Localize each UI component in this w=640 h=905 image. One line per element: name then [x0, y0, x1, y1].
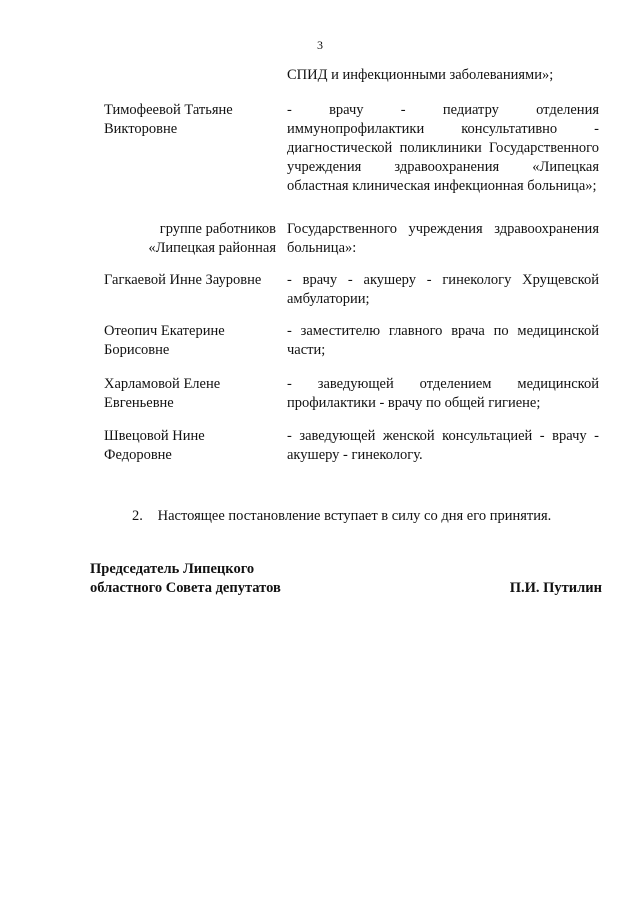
- recipient-position: - заместителю главного врача по медицинской части;: [287, 323, 599, 358]
- recipient-name: Гагкаевой Инне Зауровне: [104, 272, 262, 288]
- recipient-position: - врачу - педиатру отделения иммунопрофилактики консультативно - диагностической поликлиники Государственного учреждения здравоохранения «Липецкая областная клиническая инфекционная больница»;: [287, 102, 599, 194]
- clause-number: 2.: [132, 508, 143, 524]
- recipient-position: - заведующей женской консультацией - врачу - акушеру - гинекологу.: [287, 428, 599, 463]
- signature-block: [90, 560, 602, 598]
- signatory-name: П.И. Путилин: [509, 580, 602, 596]
- page-number: 3: [317, 38, 323, 52]
- signatory-title-line1: Председатель Липецкого: [90, 561, 255, 577]
- clause-text: Настоящее постановление вступает в силу со дня его принятия.: [157, 508, 552, 524]
- recipient-name: Тимофеевой Татьяне Викторовне: [104, 102, 233, 137]
- top-continuation-text: СПИД и инфекционными заболеваниями»;: [287, 67, 554, 83]
- recipient-name: Харламовой Елене Евгеньевне: [104, 376, 221, 411]
- effective-date-clause: [132, 507, 602, 526]
- recipient-position: - заведующей отделением медицинской профилактики - врачу по общей гигиене;: [287, 376, 599, 411]
- recipient-position: Государственного учреждения здравоохранения больница»:: [287, 221, 599, 256]
- recipient-position: - врачу - акушеру - гинекологу Хрущевской амбулатории;: [287, 272, 599, 307]
- recipient-name: Отеопич Екатерине Борисовне: [104, 323, 225, 358]
- signatory-title-line2: областного Совета депутатов: [90, 580, 281, 596]
- recipient-name: Швецовой Нине Федоровне: [104, 428, 205, 463]
- recipient-name: группе работников «Липецкая районная: [148, 221, 276, 256]
